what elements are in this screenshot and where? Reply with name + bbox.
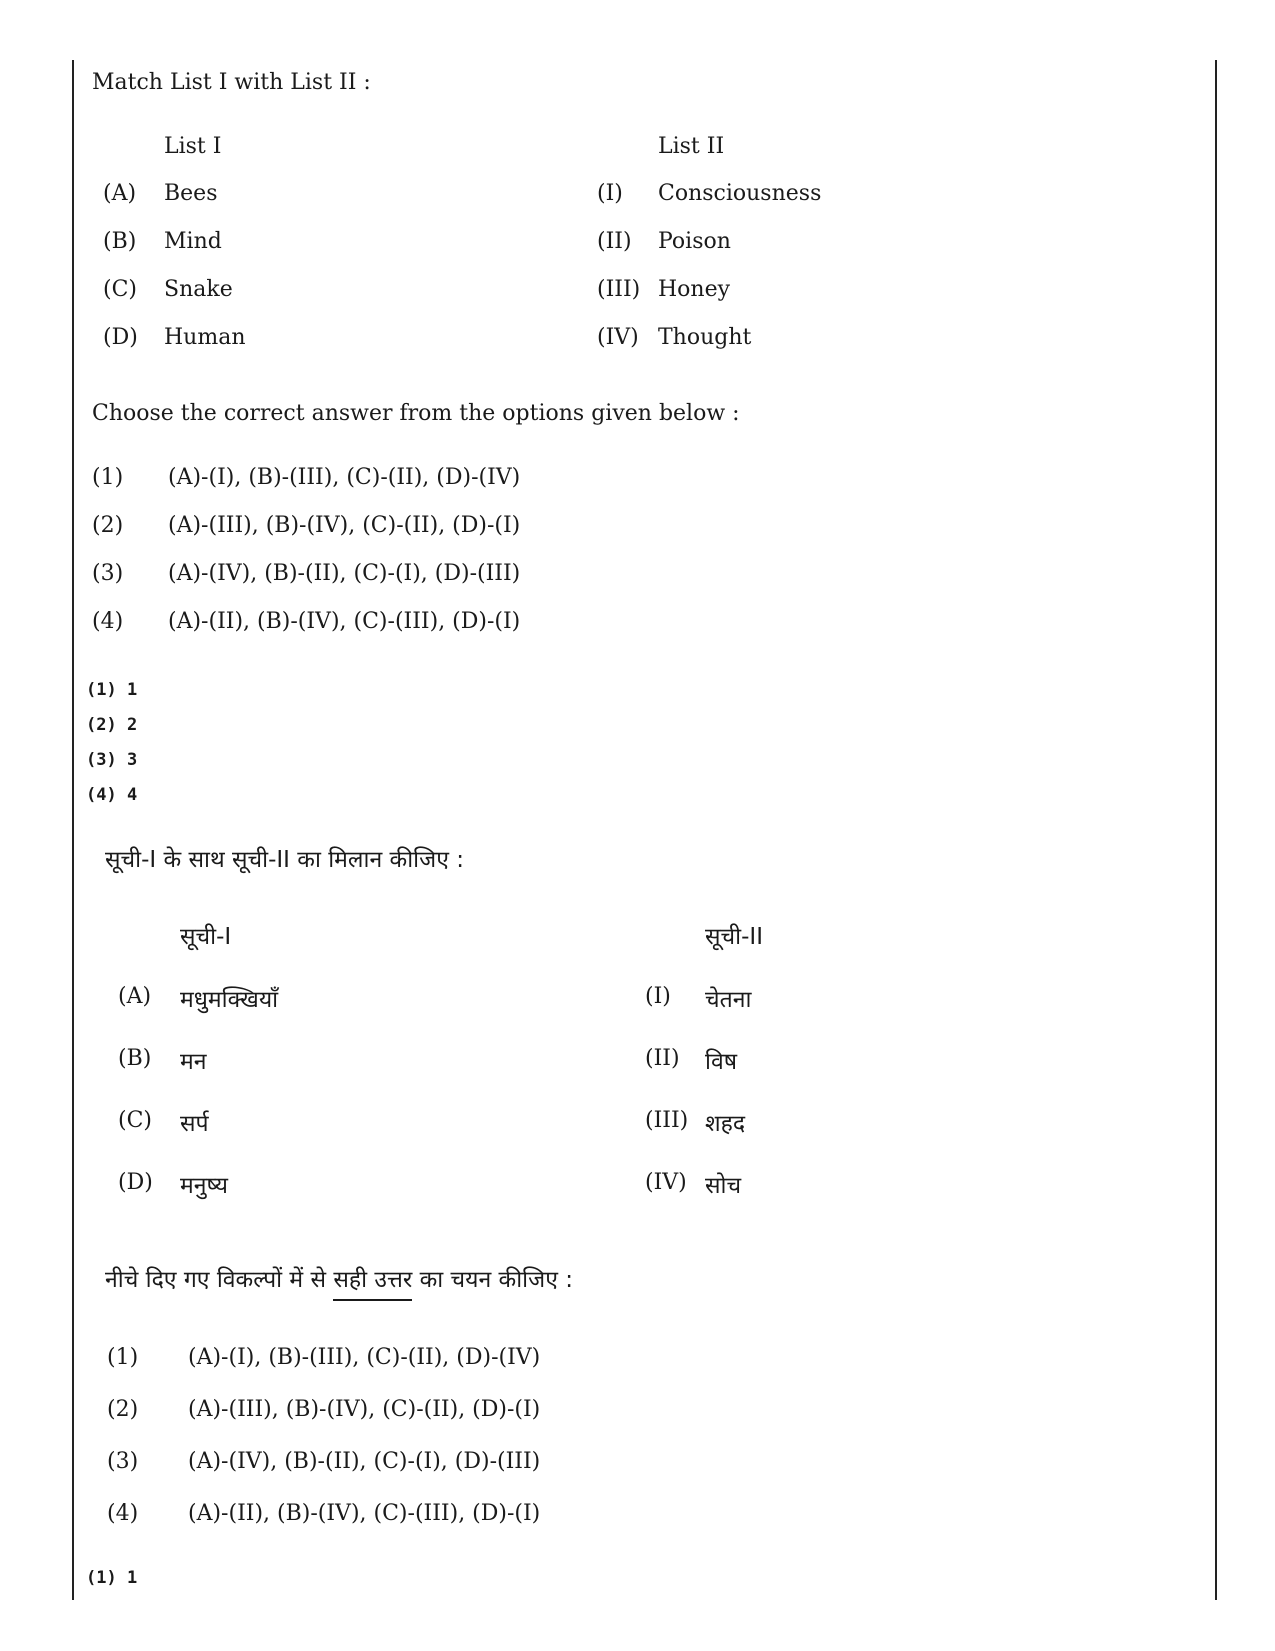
list2-header-hi: सूची-II <box>705 924 763 950</box>
choose-text-hi-before: नीचे दिए गए विकल्पों में से <box>105 1267 334 1293</box>
answer-choice: (4) 4 <box>86 785 138 805</box>
list1-label: (B) <box>118 1046 152 1071</box>
list1-item: Human <box>164 325 246 350</box>
option-number: (1) <box>92 465 124 490</box>
option-number: (3) <box>92 561 124 586</box>
list2-header-en: List II <box>658 134 725 159</box>
option-text: (A)-(II), (B)-(IV), (C)-(III), (D)-(I) <box>168 609 521 634</box>
list2-item: Poison <box>658 229 731 254</box>
list1-label: (D) <box>118 1170 153 1195</box>
right-border <box>1215 60 1217 1600</box>
option-number: (4) <box>92 609 124 634</box>
list1-item: Bees <box>164 181 218 206</box>
option-number: (2) <box>92 513 124 538</box>
choose-text-hi <box>105 1262 573 1294</box>
option-number: (2) <box>107 1397 139 1422</box>
answer-choice: (1) 1 <box>86 1568 138 1588</box>
list2-item: Thought <box>658 325 752 350</box>
list1-item: मधुमक्खियाँ <box>180 987 279 1013</box>
list1-label: (C) <box>118 1108 152 1133</box>
list2-item: Honey <box>658 277 731 302</box>
list1-item: Mind <box>164 229 222 254</box>
option-number: (1) <box>107 1345 139 1370</box>
list1-label: (C) <box>103 277 137 302</box>
list2-item: चेतना <box>705 987 752 1013</box>
choose-text-hi-after: का चयन कीजिए : <box>412 1267 573 1293</box>
list2-label: (II) <box>597 229 632 254</box>
option-text: (A)-(I), (B)-(III), (C)-(II), (D)-(IV) <box>168 465 521 490</box>
question-text-en: Match List I with List II : <box>92 70 371 95</box>
list1-label: (A) <box>118 984 152 1009</box>
list1-item: Snake <box>164 277 233 302</box>
list1-label: (B) <box>103 229 137 254</box>
answer-choice: (2) 2 <box>86 715 138 735</box>
list1-item: सर्प <box>180 1111 209 1137</box>
answer-choice: (3) 3 <box>86 750 138 770</box>
list2-item: Consciousness <box>658 181 822 206</box>
choose-text-hi-underlined: सही उत्तर <box>333 1267 412 1301</box>
answer-choice: (1) 1 <box>86 680 138 700</box>
option-number: (3) <box>107 1449 139 1474</box>
option-text: (A)-(II), (B)-(IV), (C)-(III), (D)-(I) <box>188 1501 541 1526</box>
list1-header-en: List I <box>164 134 222 159</box>
list2-label: (I) <box>597 181 623 206</box>
option-text: (A)-(IV), (B)-(II), (C)-(I), (D)-(III) <box>188 1449 541 1474</box>
option-text: (A)-(III), (B)-(IV), (C)-(II), (D)-(I) <box>168 513 521 538</box>
option-number: (4) <box>107 1501 139 1526</box>
list2-label: (III) <box>597 277 641 302</box>
choose-text-en: Choose the correct answer from the options given below : <box>92 401 740 426</box>
question-text-hi: सूची-I के साथ सूची-II का मिलान कीजिए : <box>105 847 464 873</box>
list2-label: (IV) <box>597 325 639 350</box>
list1-header-hi: सूची-I <box>180 924 232 950</box>
list1-label: (D) <box>103 325 138 350</box>
option-text: (A)-(III), (B)-(IV), (C)-(II), (D)-(I) <box>188 1397 541 1422</box>
list1-item: मनुष्य <box>180 1173 229 1199</box>
list2-item: सोच <box>705 1173 742 1199</box>
list2-label: (IV) <box>645 1170 687 1195</box>
option-text: (A)-(IV), (B)-(II), (C)-(I), (D)-(III) <box>168 561 521 586</box>
option-text: (A)-(I), (B)-(III), (C)-(II), (D)-(IV) <box>188 1345 541 1370</box>
list1-label: (A) <box>103 181 137 206</box>
left-border <box>72 60 74 1600</box>
list2-label: (II) <box>645 1046 680 1071</box>
list2-item: शहद <box>705 1111 746 1137</box>
list2-label: (I) <box>645 984 671 1009</box>
list2-item: विष <box>705 1049 738 1075</box>
list2-label: (III) <box>645 1108 689 1133</box>
list1-item: मन <box>180 1049 207 1075</box>
